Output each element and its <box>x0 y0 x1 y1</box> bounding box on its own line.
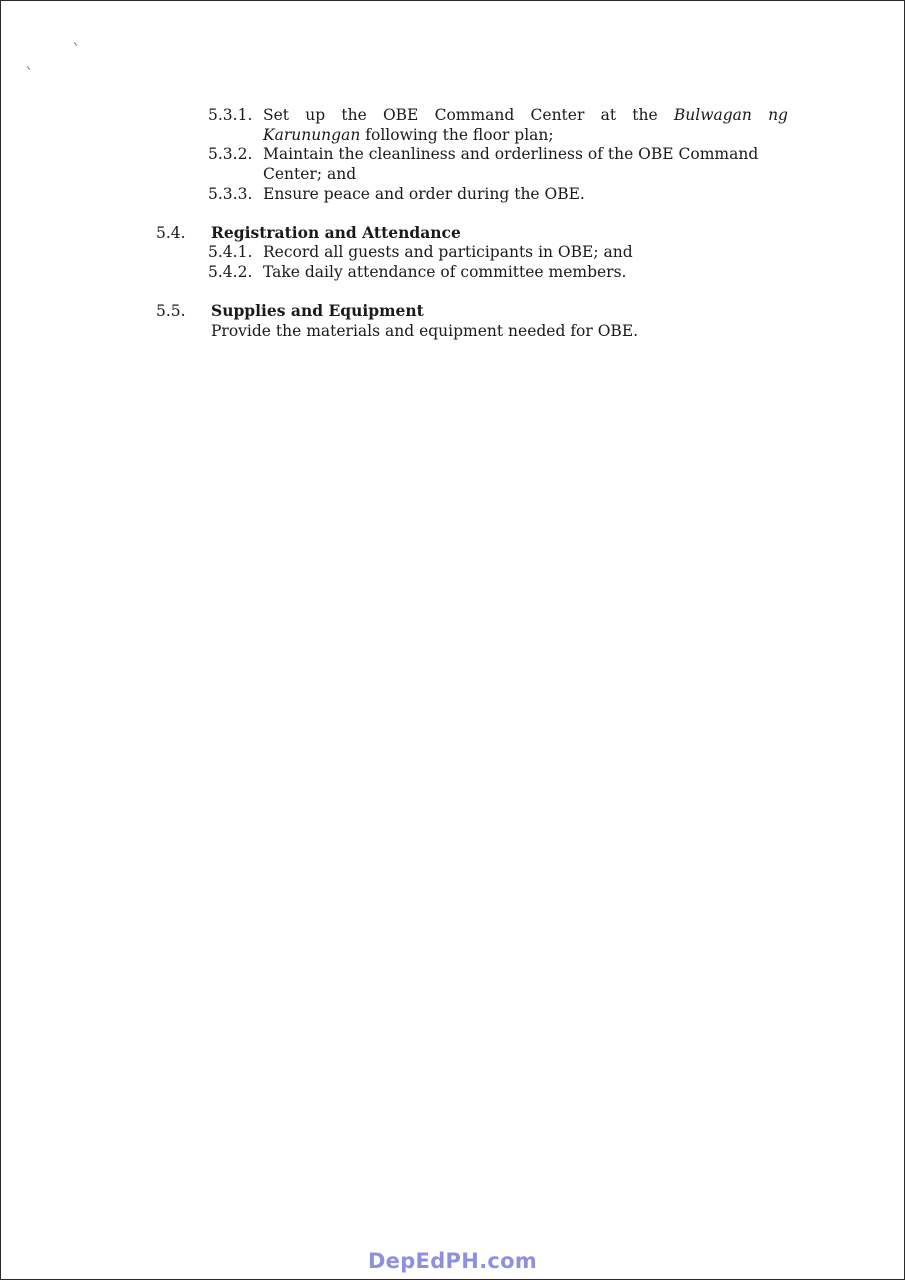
section-heading: Supplies and Equipment <box>211 301 424 320</box>
watermark-brand: DepEdPH.com <box>367 1249 538 1273</box>
item-text: Take daily attendance of committee members. <box>263 263 627 281</box>
item-text: Ensure peace and order during the OBE. <box>263 185 585 203</box>
item-text-line <box>263 105 788 125</box>
item-number: 5.3.1. <box>208 106 253 124</box>
item-text: following the floor plan; <box>365 126 554 144</box>
item-number: 5.4.2. <box>208 263 253 281</box>
section-number: 5.4. <box>156 224 186 242</box>
item-text-line <box>263 125 554 145</box>
item-number: 5.3.3. <box>208 185 253 203</box>
item-text: Set up the OBE Command Center at the <box>263 106 658 124</box>
section-number: 5.5. <box>156 302 186 320</box>
section-heading: Registration and Attendance <box>211 223 461 242</box>
section-body: Provide the materials and equipment needed for OBE. <box>211 322 639 340</box>
item-number: 5.3.2. <box>208 145 253 163</box>
item-number: 5.4.1. <box>208 243 253 261</box>
item-text: Center; and <box>263 165 357 183</box>
item-text-italic: Karunungan <box>263 126 361 144</box>
item-text-italic: Bulwagan ng <box>673 106 788 124</box>
item-text: Record all guests and participants in OBE; and <box>263 243 633 261</box>
item-text: Maintain the cleanliness and orderliness of the OBE Command <box>263 145 759 163</box>
